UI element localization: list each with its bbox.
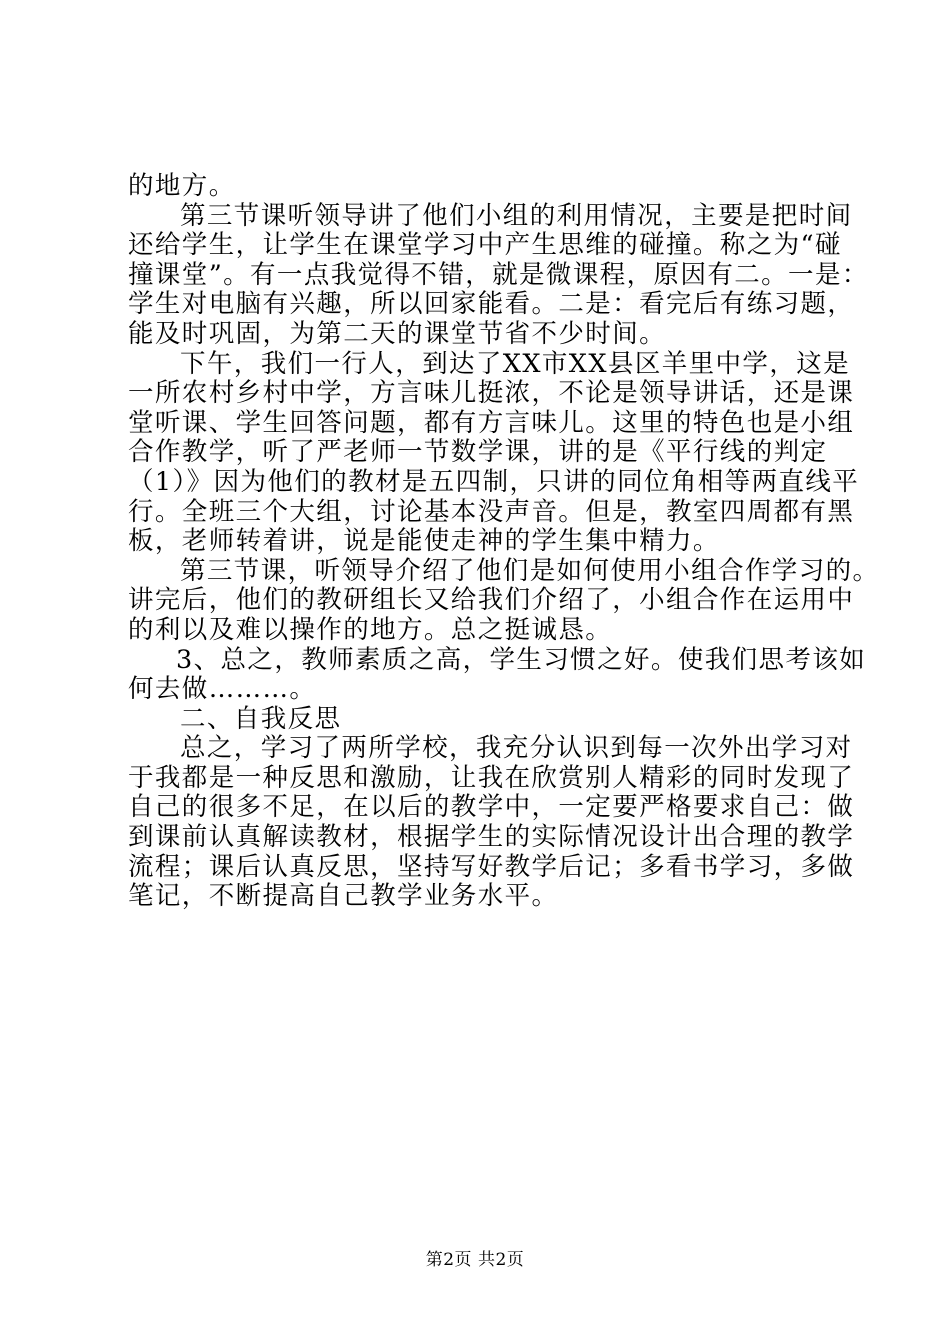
- text-line: 还给学生，让学生在课堂学习中产生思维的碰撞。称之为“碰: [128, 230, 842, 261]
- text-line: 行。全班三个大组，讨论基本没声音。但是，教室四周都有黑: [128, 496, 855, 527]
- text-line: 总之，学习了两所学校，我充分认识到每一次外出学习对: [180, 733, 853, 764]
- text-line: 第三节课，听领导介绍了他们是如何使用小组合作学习的。: [180, 555, 880, 586]
- text-line: 下午，我们一行人，到达了XX市XX县区羊里中学，这是: [180, 348, 851, 379]
- text-line: 流程；课后认真反思，坚持写好教学后记；多看书学习，多做: [128, 851, 855, 882]
- text-line: 的利以及难以操作的地方。总之挺诚恳。: [128, 614, 613, 645]
- text-line: 第三节课听领导讲了他们小组的利用情况，主要是把时间: [180, 200, 853, 231]
- text-line: 堂听课、学生回答问题，都有方言味儿。这里的特色也是小组: [128, 407, 855, 438]
- text-line: 3、总之，教师素质之高，学生习惯之好。使我们思考该如: [176, 644, 867, 675]
- text-line: （1）》因为他们的教材是五四制，只讲的同位角相等两直线平: [128, 466, 860, 497]
- text-line: 于我都是一种反思和激励，让我在欣赏别人精彩的同时发现了: [128, 762, 855, 793]
- text-line: 能及时巩固，为第二天的课堂节省不少时间。: [128, 318, 667, 349]
- text-line: 合作教学，听了严老师一节数学课，讲的是《平行线的判定: [128, 437, 828, 468]
- text-line: 何去做………。: [128, 674, 317, 705]
- text-line: 一所农村乡村中学，方言味儿挺浓，不论是领导讲话，还是课: [128, 378, 855, 409]
- text-line: 笔记，不断提高自己教学业务水平。: [128, 881, 559, 912]
- text-line: 撞课堂”。有一点我觉得不错，就是微课程，原因有二。一是：: [128, 259, 869, 290]
- text-line: 自己的很多不足，在以后的教学中，一定要严格要求自己：做: [128, 792, 855, 823]
- text-line: 学生对电脑有兴趣，所以回家能看。二是：看完后有练习题，: [128, 289, 855, 320]
- section-heading: 二、自我反思: [180, 703, 342, 734]
- text-line: 到课前认真解读教材，根据学生的实际情况设计出合理的教学: [128, 822, 855, 853]
- text-line: 板，老师转着讲，说是能使走神的学生集中精力。: [128, 526, 720, 557]
- page-number: 第2页 共2页: [425, 1250, 525, 1270]
- text-line: 讲完后，他们的教研组长又给我们介绍了，小组合作在运用中: [128, 585, 855, 616]
- document-body: [128, 171, 880, 912]
- text-line: 的地方。: [128, 171, 236, 201]
